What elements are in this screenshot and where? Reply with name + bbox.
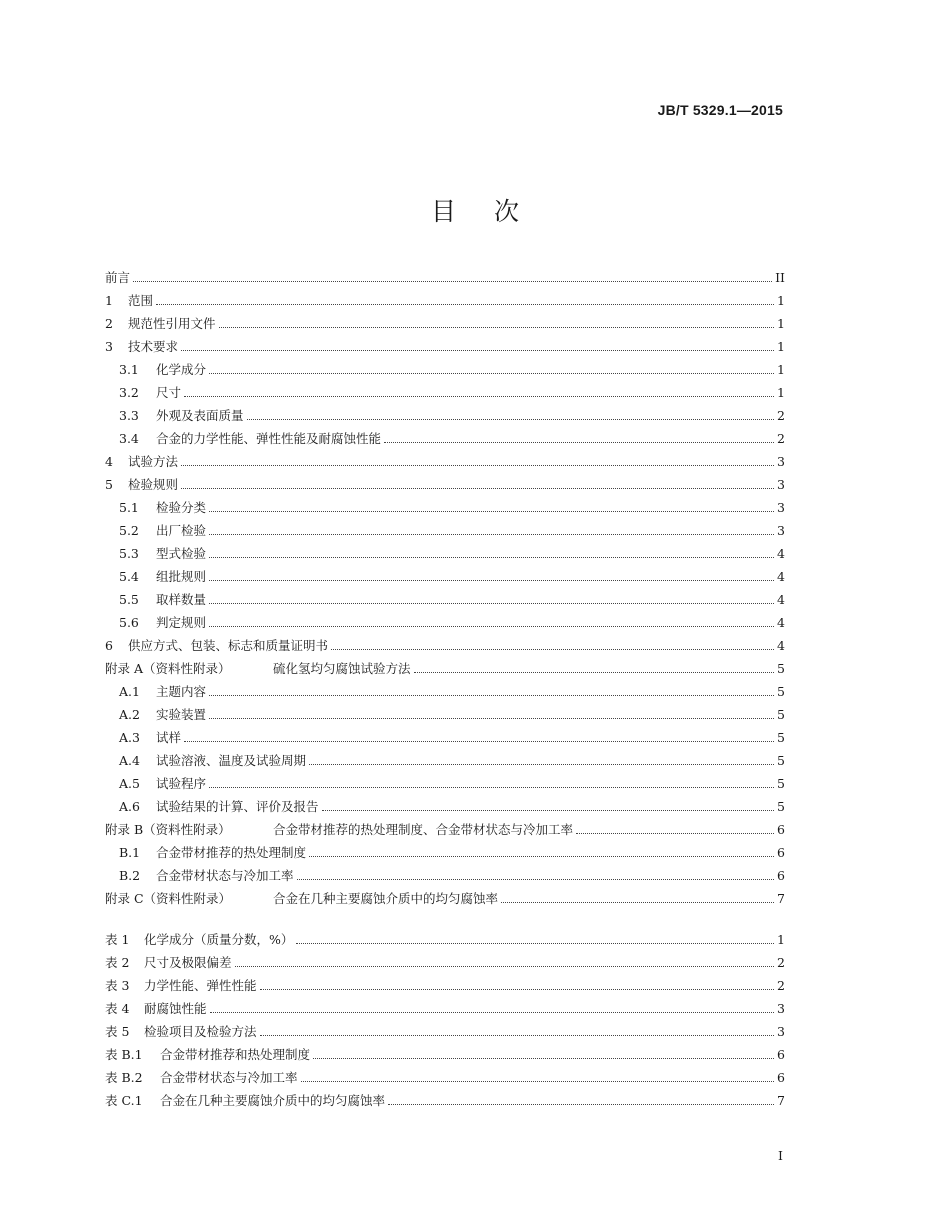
toc-entry-label: 合金在几种主要腐蚀介质中的均匀腐蚀率 bbox=[273, 891, 499, 906]
toc-entry-label: 组批规则 bbox=[156, 569, 207, 584]
toc-entry[interactable] bbox=[105, 309, 785, 332]
dot-leader bbox=[209, 373, 774, 374]
toc-entry-label: 判定规则 bbox=[156, 615, 207, 630]
toc-entry-number: 5.6 bbox=[119, 615, 139, 630]
toc-entry-page: 7 bbox=[777, 891, 785, 906]
toc-entry[interactable] bbox=[105, 378, 785, 401]
toc-entry-page: 3 bbox=[777, 1001, 785, 1016]
toc-entry-number: 表 B.1 bbox=[105, 1047, 143, 1062]
toc-entry-label: 检验分类 bbox=[156, 500, 207, 515]
dot-leader bbox=[309, 764, 774, 765]
toc-entry-label: 合金带材状态与冷加工率 bbox=[156, 868, 294, 883]
toc-entry-number: 表 2 bbox=[105, 955, 130, 970]
toc-entry-number: A.5 bbox=[119, 776, 140, 791]
toc-entry-page: 1 bbox=[777, 316, 785, 331]
toc-entry-label: 试样 bbox=[156, 730, 182, 745]
dot-leader bbox=[313, 1058, 774, 1059]
toc-entry-page: 6 bbox=[777, 822, 785, 837]
dot-leader bbox=[209, 626, 774, 627]
list-of-tables bbox=[105, 925, 785, 1109]
dot-leader bbox=[209, 557, 774, 558]
toc-entry-label: 化学成分 bbox=[156, 362, 207, 377]
toc-entry-label: 实验装置 bbox=[156, 707, 207, 722]
dot-leader bbox=[209, 580, 774, 581]
toc-entry-label: 合金带材推荐的热处理制度 bbox=[156, 845, 307, 860]
toc-entry-label: 取样数量 bbox=[156, 592, 207, 607]
toc-entry[interactable] bbox=[105, 838, 785, 861]
toc-entry-page: 4 bbox=[777, 638, 785, 653]
table-entry[interactable] bbox=[105, 994, 785, 1017]
toc-entry-number: 5.1 bbox=[119, 500, 139, 515]
toc-entry-label: 试验溶液、温度及试验周期 bbox=[156, 753, 307, 768]
toc-entry-label: 硫化氢均匀腐蚀试验方法 bbox=[273, 661, 411, 676]
dot-leader bbox=[184, 396, 774, 397]
toc-entry-label: 化学成分（质量分数，%） bbox=[144, 932, 294, 947]
toc-entry-number: 表 4 bbox=[105, 1001, 130, 1016]
toc-entry-label: 主题内容 bbox=[156, 684, 207, 699]
toc-entry[interactable] bbox=[105, 516, 785, 539]
toc-entry-label: 规范性引用文件 bbox=[128, 316, 216, 331]
table-entry[interactable] bbox=[105, 971, 785, 994]
dot-leader bbox=[181, 488, 774, 489]
toc-entry-page: 4 bbox=[777, 615, 785, 630]
toc-entry-page: 1 bbox=[777, 385, 785, 400]
toc-entry-page: 5 bbox=[777, 661, 785, 676]
toc-entry-page: 1 bbox=[777, 293, 785, 308]
toc-entry-page: 6 bbox=[777, 1047, 785, 1062]
toc-entry-number: 3.4 bbox=[119, 431, 139, 446]
toc-entry-number: 4 bbox=[105, 454, 113, 469]
toc-entry-number: 3.3 bbox=[119, 408, 139, 423]
toc-entry-page: 2 bbox=[777, 978, 785, 993]
dot-leader bbox=[388, 1104, 774, 1105]
toc-entry-number: 表 3 bbox=[105, 978, 130, 993]
toc-entry-label: 合金带材状态与冷加工率 bbox=[160, 1070, 298, 1085]
toc-entry-number: 表 B.2 bbox=[105, 1070, 143, 1085]
toc-entry[interactable] bbox=[105, 815, 785, 838]
dot-leader bbox=[297, 879, 774, 880]
dot-leader bbox=[576, 833, 774, 834]
toc-entry-page: 4 bbox=[777, 592, 785, 607]
toc-entry-number: 3.2 bbox=[119, 385, 139, 400]
toc-entry-label: 出厂检验 bbox=[156, 523, 207, 538]
toc-entry-page: 5 bbox=[777, 776, 785, 791]
dot-leader bbox=[219, 327, 774, 328]
toc-entry-page: 3 bbox=[777, 523, 785, 538]
toc-entry-label: 试验方法 bbox=[128, 454, 179, 469]
toc-entry-number: 5.4 bbox=[119, 569, 139, 584]
dot-leader bbox=[260, 989, 774, 990]
toc-entry-number: A.1 bbox=[119, 684, 140, 699]
toc-entry[interactable] bbox=[105, 861, 785, 884]
dot-leader bbox=[209, 511, 774, 512]
toc-entry-label: 耐腐蚀性能 bbox=[144, 1001, 207, 1016]
toc-entry-page: 2 bbox=[777, 431, 785, 446]
toc-entry-page: 1 bbox=[777, 339, 785, 354]
toc-entry-label: 合金在几种主要腐蚀介质中的均匀腐蚀率 bbox=[160, 1093, 386, 1108]
toc-entry-page: 3 bbox=[777, 500, 785, 515]
table-entry[interactable] bbox=[105, 1086, 785, 1109]
dot-leader bbox=[181, 350, 774, 351]
toc-entry-page: 6 bbox=[777, 845, 785, 860]
toc-entry-label: 试验程序 bbox=[156, 776, 207, 791]
dot-leader bbox=[296, 943, 774, 944]
toc-entry-page: 5 bbox=[777, 799, 785, 814]
dot-leader bbox=[260, 1035, 774, 1036]
toc-entry-page: 5 bbox=[777, 707, 785, 722]
toc-entry-page: 4 bbox=[777, 569, 785, 584]
dot-leader bbox=[301, 1081, 774, 1082]
dot-leader bbox=[235, 966, 774, 967]
toc-entry[interactable] bbox=[105, 562, 785, 585]
toc-entry-page: 5 bbox=[777, 730, 785, 745]
toc-entry[interactable] bbox=[105, 746, 785, 769]
toc-entry-page: 3 bbox=[777, 477, 785, 492]
toc-entry-number: 附录 B（资料性附录） bbox=[105, 822, 231, 837]
toc-entry-label: 合金带材推荐和热处理制度 bbox=[160, 1047, 311, 1062]
toc-entry-number: B.1 bbox=[119, 845, 141, 860]
toc-entry-page: 1 bbox=[777, 362, 785, 377]
toc-entry-label: 范围 bbox=[128, 293, 154, 308]
toc-entry[interactable] bbox=[105, 608, 785, 631]
toc-entry-page: II bbox=[775, 270, 785, 285]
toc-entry[interactable] bbox=[105, 355, 785, 378]
dot-leader bbox=[184, 741, 774, 742]
toc-entry-number: 附录 C（资料性附录） bbox=[105, 891, 232, 906]
toc-entry-label: 尺寸及极限偏差 bbox=[144, 955, 232, 970]
toc-entry-number: A.2 bbox=[119, 707, 140, 722]
toc-entry-number: 6 bbox=[105, 638, 113, 653]
toc-entry-label: 前言 bbox=[105, 270, 131, 285]
dot-leader bbox=[209, 695, 774, 696]
toc-entry-page: 6 bbox=[777, 868, 785, 883]
toc-entry-number: 3 bbox=[105, 339, 113, 354]
toc-entry-label: 技术要求 bbox=[128, 339, 179, 354]
toc-entry[interactable] bbox=[105, 654, 785, 677]
toc-entry-label: 合金带材推荐的热处理制度、合金带材状态与冷加工率 bbox=[273, 822, 574, 837]
toc-entry[interactable] bbox=[105, 631, 785, 654]
toc-entry[interactable] bbox=[105, 539, 785, 562]
toc-entry-page: 7 bbox=[777, 1093, 785, 1108]
toc-entry-number: 附录 A（资料性附录） bbox=[105, 661, 231, 676]
toc-entry[interactable] bbox=[105, 884, 785, 907]
toc-entry-number: A.3 bbox=[119, 730, 140, 745]
dot-leader bbox=[209, 718, 774, 719]
toc-entry-label: 型式检验 bbox=[156, 546, 207, 561]
toc-entry-label: 外观及表面质量 bbox=[156, 408, 244, 423]
toc-entry[interactable] bbox=[105, 286, 785, 309]
toc-entry[interactable] bbox=[105, 424, 785, 447]
toc-entry[interactable] bbox=[105, 332, 785, 355]
dot-leader bbox=[414, 672, 774, 673]
toc-entry[interactable] bbox=[105, 700, 785, 723]
toc-entry-label: 试验结果的计算、评价及报告 bbox=[156, 799, 319, 814]
toc-entry-number: 5.5 bbox=[119, 592, 139, 607]
toc-entry-page: 5 bbox=[777, 753, 785, 768]
toc-entry[interactable] bbox=[105, 263, 785, 286]
toc-entry-number: 5.2 bbox=[119, 523, 139, 538]
dot-leader bbox=[133, 281, 772, 282]
standard-code: JB/T 5329.1—2015 bbox=[657, 102, 783, 118]
dot-leader bbox=[331, 649, 774, 650]
dot-leader bbox=[209, 787, 774, 788]
toc-entry-label: 力学性能、弹性性能 bbox=[144, 978, 257, 993]
dot-leader bbox=[181, 465, 774, 466]
toc-entry-page: 4 bbox=[777, 546, 785, 561]
toc-entry[interactable] bbox=[105, 470, 785, 493]
dot-leader bbox=[309, 856, 774, 857]
table-entry[interactable] bbox=[105, 925, 785, 948]
table-entry[interactable] bbox=[105, 948, 785, 971]
toc-entry-label: 尺寸 bbox=[156, 385, 182, 400]
toc-entry-label: 检验规则 bbox=[128, 477, 179, 492]
toc-entry[interactable] bbox=[105, 769, 785, 792]
toc-entry[interactable] bbox=[105, 493, 785, 516]
toc-entry-page: 2 bbox=[777, 408, 785, 423]
toc-entry-page: 6 bbox=[777, 1070, 785, 1085]
toc-entry[interactable] bbox=[105, 723, 785, 746]
toc-entry-number: 表 5 bbox=[105, 1024, 130, 1039]
dot-leader bbox=[209, 603, 774, 604]
toc-entry-number: 1 bbox=[105, 293, 113, 308]
page-number: I bbox=[778, 1148, 783, 1163]
toc-entry[interactable] bbox=[105, 792, 785, 815]
dot-leader bbox=[210, 1012, 774, 1013]
toc-entry-page: 1 bbox=[777, 932, 785, 947]
toc-entry-page: 2 bbox=[777, 955, 785, 970]
toc-entry-page: 3 bbox=[777, 1024, 785, 1039]
toc-entry-number: A.4 bbox=[119, 753, 140, 768]
table-of-contents bbox=[105, 263, 785, 907]
dot-leader bbox=[209, 534, 774, 535]
toc-entry[interactable] bbox=[105, 447, 785, 470]
toc-entry-number: 表 1 bbox=[105, 932, 130, 947]
toc-entry[interactable] bbox=[105, 585, 785, 608]
dot-leader bbox=[322, 810, 774, 811]
toc-entry-number: 表 C.1 bbox=[105, 1093, 143, 1108]
page-title: 目次 bbox=[430, 197, 557, 226]
toc-entry-number: 3.1 bbox=[119, 362, 139, 377]
toc-entry-label: 合金的力学性能、弹性性能及耐腐蚀性能 bbox=[156, 431, 382, 446]
dot-leader bbox=[384, 442, 774, 443]
toc-entry-number: 5.3 bbox=[119, 546, 139, 561]
table-entry[interactable] bbox=[105, 1040, 785, 1063]
table-entry[interactable] bbox=[105, 1017, 785, 1040]
toc-entry-label: 检验项目及检验方法 bbox=[144, 1024, 257, 1039]
toc-entry-number: 5 bbox=[105, 477, 113, 492]
toc-entry-number: A.6 bbox=[119, 799, 140, 814]
toc-entry[interactable] bbox=[105, 677, 785, 700]
dot-leader bbox=[156, 304, 774, 305]
dot-leader bbox=[247, 419, 774, 420]
dot-leader bbox=[501, 902, 774, 903]
toc-entry-number: 2 bbox=[105, 316, 113, 331]
toc-entry-page: 5 bbox=[777, 684, 785, 699]
table-entry[interactable] bbox=[105, 1063, 785, 1086]
toc-entry-page: 3 bbox=[777, 454, 785, 469]
toc-entry-number: B.2 bbox=[119, 868, 141, 883]
toc-entry-label: 供应方式、包装、标志和质量证明书 bbox=[128, 638, 329, 653]
toc-entry[interactable] bbox=[105, 401, 785, 424]
